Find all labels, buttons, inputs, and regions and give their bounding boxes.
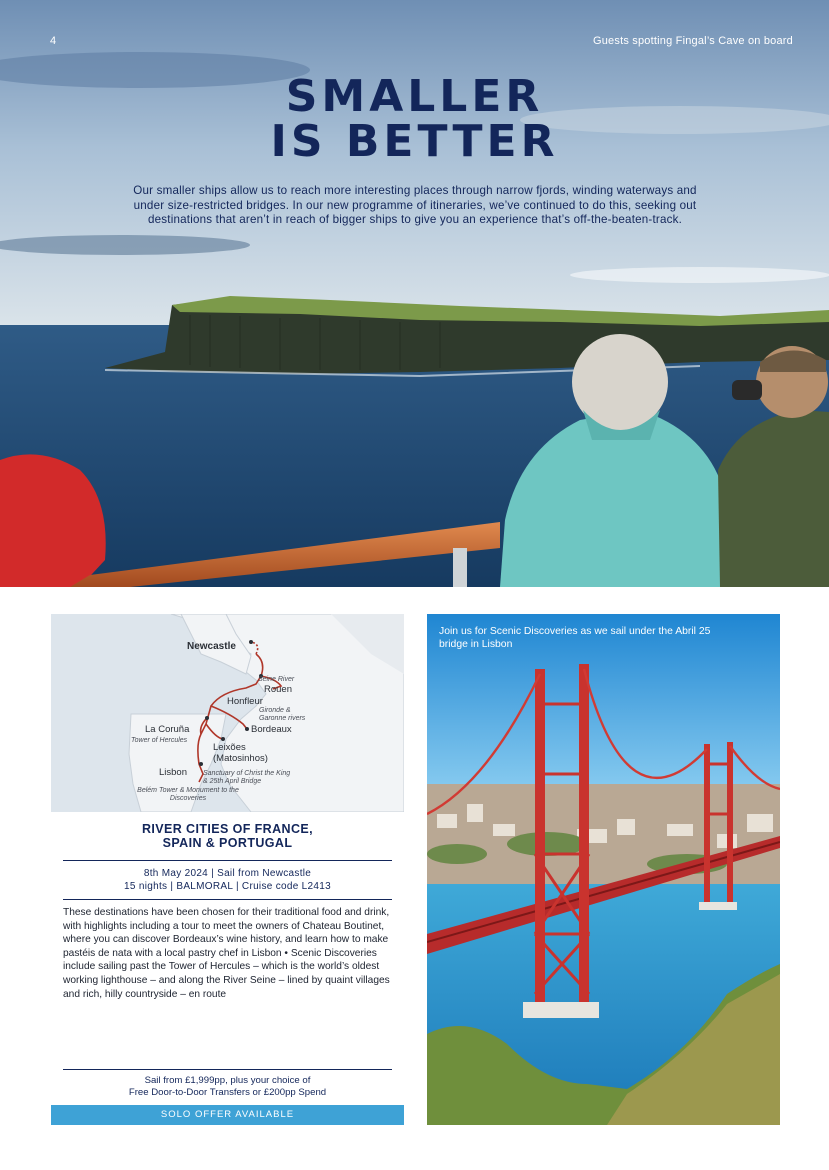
bridge-photo [427, 614, 780, 1125]
price-line-2: Free Door-to-Door Transfers or £200pp Spend [128, 1087, 327, 1098]
map-label-newcastle: Newcastle [187, 641, 236, 652]
divider [63, 860, 392, 861]
cruise-description: These destinations have been chosen for their traditional food and drink, with highlights including a tour to meet the owners of Chateau Boutinet, where you can discover Bordeaux’s wine history, and learn how to make pastéis de nata with a local pastry chef in Lisbon • Scenic Discoveries include sailing past the Tower of Hercules – which is the world’s oldest working lighthouse – and along the River Seine – lined by quaint villages and rich, hilly countryside – en route [63, 907, 390, 1000]
cruise-card [51, 614, 404, 1125]
cruise-title-line-1: RIVER CITIES OF FRANCE, [141, 822, 314, 836]
bridge-photo-caption: Join us for Scenic Discoveries as we sail under the Abril 25 bridge in Lisbon [439, 626, 711, 650]
photo-caption: Guests spotting Fingal’s Cave on board [592, 35, 793, 47]
map-label-rouen: Rouen [264, 684, 292, 695]
cruise-date-line: 8th May 2024 | Sail from Newcastle [143, 868, 312, 879]
map-label-seine: Seine River [258, 676, 295, 683]
headline-line-1: SMALLER [285, 71, 544, 122]
map-label-bordeaux: Bordeaux [251, 724, 292, 735]
map-label-lisbon: Lisbon [159, 767, 187, 778]
cruise-ship-line: 15 nights | BALMORAL | Cruise code L2413 [124, 881, 331, 892]
bridge-photo-panel [427, 614, 780, 1125]
route-map [51, 614, 404, 812]
price-info [51, 1075, 404, 1099]
cruise-details [51, 867, 404, 893]
price-line-1: Sail from £1,999pp, plus your choice of [144, 1075, 311, 1086]
map-label-la-coruna: La Coruña [145, 724, 190, 735]
headline-line-2: IS BETTER [270, 116, 559, 167]
map-label-tower-of-hercules: Tower of Hercules [131, 737, 188, 744]
divider [63, 1069, 392, 1070]
cruise-title [51, 822, 404, 850]
map-label-sanctuary: Sanctuary of Christ the King & 25th April Bridge [203, 770, 291, 785]
map-label-honfleur: Honfleur [227, 696, 263, 707]
map-label-belem: Belém Tower & Monument to the Discoveries [137, 787, 239, 802]
cruise-title-line-2: SPAIN & PORTUGAL [162, 836, 293, 850]
page-title [0, 71, 829, 167]
intro-paragraph: Our smaller ships allow us to reach more interesting places through narrow fjords, winding waterways and under size-restricted bridges. In our new programme of itineraries, we’ve continued to do this, seeking out destinations that aren’t in reach of bigger ships to give you an experience that’s off-the-beaten-track. [133, 184, 697, 226]
map-label-leixoes: Leixões (Matosinhos) [213, 742, 268, 764]
divider [63, 899, 392, 900]
page-number: 4 [50, 35, 57, 47]
map-label-gironde: Gironde & Garonne rivers [259, 707, 306, 722]
solo-offer-banner[interactable]: SOLO OFFER AVAILABLE [51, 1105, 404, 1125]
